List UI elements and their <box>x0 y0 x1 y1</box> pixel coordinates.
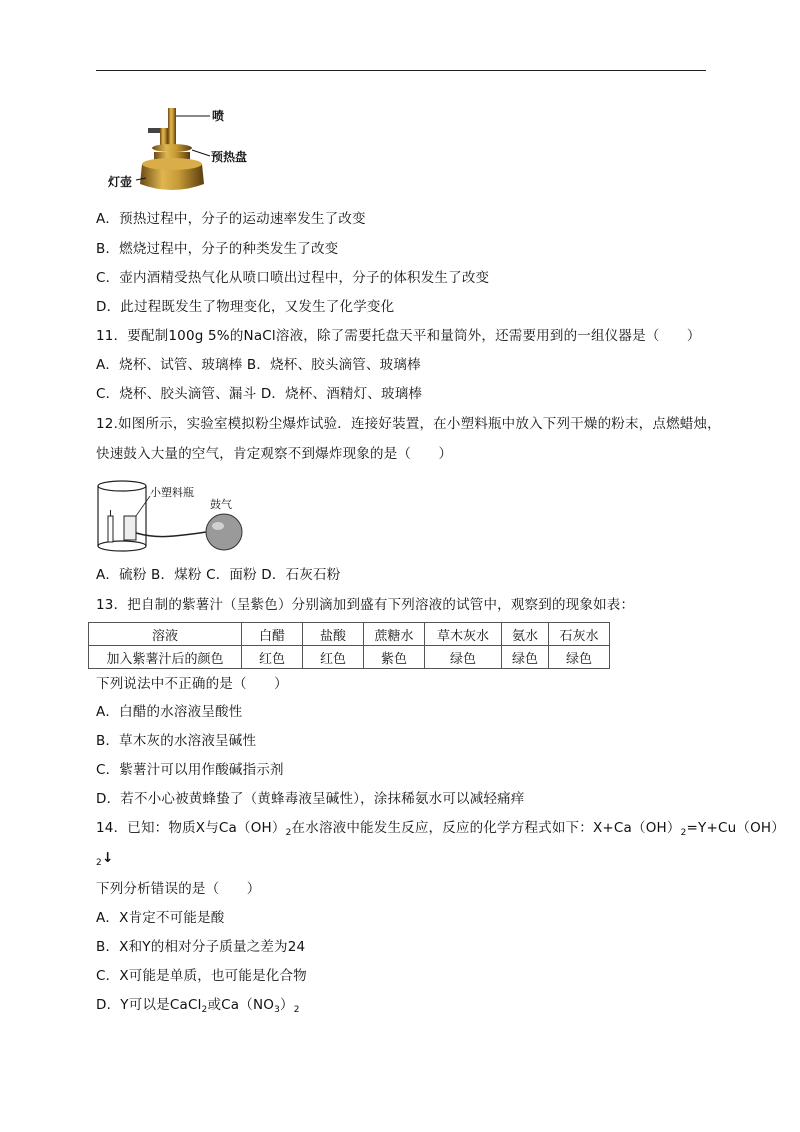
q11-options-ab: A．烧杯、试管、玻璃棒 B．烧杯、胶头滴管、玻璃棒 <box>96 357 421 373</box>
q13-stem: 13．把自制的紫薯汁（呈紫色）分别滴加到盛有下列溶液的试管中，观察到的现象如表： <box>96 597 635 613</box>
table-cell: 紫色 <box>364 646 425 669</box>
pot-label: 灯壶 <box>108 175 133 189</box>
q12-stem-line1: 12.如图所示，实验室模拟粉尘爆炸试验．连接好装置，在小塑料瓶中放入下列干燥的粉末，点燃蜡烛， <box>96 416 721 432</box>
table-cell: 盐酸 <box>303 623 364 646</box>
q12-options: A．硫粉 B．煤粉 C．面粉 D．石灰石粉 <box>96 567 341 583</box>
preheat-plate <box>152 144 192 152</box>
q13-option-d: D．若不小心被黄蜂蛰了（黄蜂毒液呈碱性），涂抹稀氨水可以减轻痛痒 <box>96 791 525 807</box>
air-bulb <box>206 514 242 550</box>
table-cell: 绿色 <box>425 646 502 669</box>
table-cell: 石灰水 <box>549 623 610 646</box>
candle <box>108 516 113 542</box>
table-cell: 草木灰水 <box>425 623 502 646</box>
table-cell: 绿色 <box>502 646 549 669</box>
header-rule <box>96 70 706 71</box>
table-row <box>89 646 610 669</box>
table-cell: 溶液 <box>89 623 242 646</box>
table-row <box>89 623 610 646</box>
table-cell: 红色 <box>303 646 364 669</box>
nozzle-tube <box>168 108 176 146</box>
bottle-label: 小塑料瓶 <box>150 486 194 499</box>
nozzle-label: 喷 <box>212 109 225 123</box>
q13-option-c: C．紫薯汁可以用作酸碱指示剂 <box>96 762 284 778</box>
table-cell: 绿色 <box>549 646 610 669</box>
q14-option-d: D．Y可以是CaCl$_2$或$Ca(NO_3)_2$ <box>96 997 300 1015</box>
q13-option-a: A．白醋的水溶液呈酸性 <box>96 704 243 720</box>
q11-stem: 11．要配制100g 5%的NaCl溶液，除了需要托盘天平和量筒外，还需要用到的一组仪器是（ ） <box>96 328 701 344</box>
q10-option-b: B．燃烧过程中，分子的种类发生了改变 <box>96 241 339 257</box>
table-cell: 氨水 <box>502 623 549 646</box>
preheat-label: 预热盘 <box>211 150 248 164</box>
q14-option-c: C．X可能是单质，也可能是化合物 <box>96 968 307 984</box>
table-cell: 红色 <box>242 646 303 669</box>
color-result-table <box>88 622 610 669</box>
q14-option-b: B．X和Y的相对分子质量之差为24 <box>96 939 306 955</box>
q14-option-a: A．X肯定不可能是酸 <box>96 910 225 926</box>
blow-label: 鼓气 <box>210 498 232 511</box>
q14-stem: 14．已知：物质X与$Ca(OH)_2$在水溶液中能发生反应，反应的化学方程式如下：$X+Ca(OH)_2=Y+Cu(OH)$ <box>96 820 785 838</box>
table-cell: 白醋 <box>242 623 303 646</box>
q13-option-b: B．草木灰的水溶液呈碱性 <box>96 733 257 749</box>
small-plastic-bottle <box>124 516 136 540</box>
q13-question: 下列说法中不正确的是（ ） <box>96 676 288 692</box>
table-cell: 蔗糖水 <box>364 623 425 646</box>
q11-options-cd: C．烧杯、胶头滴管、漏斗 D．烧杯、酒精灯、玻璃棒 <box>96 386 423 402</box>
q10-option-c: C．壶内酒精受热气化从喷口喷出过程中，分子的体积发生了改变 <box>96 270 490 286</box>
q12-stem-line2: 快速鼓入大量的空气，肯定观察不到爆炸现象的是（ ） <box>96 446 453 462</box>
q14-stem-continuation: $_2$↓ <box>96 850 114 868</box>
alcohol-lamp-figure <box>108 106 268 196</box>
q10-option-a: A．预热过程中，分子的运动速率发生了改变 <box>96 211 366 227</box>
down-arrow-icon: ↓ <box>101 850 114 866</box>
q10-option-d: D．此过程既发生了物理变化，又发生了化学变化 <box>96 299 395 315</box>
q14-question: 下列分析错误的是（ ） <box>96 881 261 897</box>
table-cell: 加入紫薯汁后的颜色 <box>89 646 242 669</box>
valve-handle <box>148 128 160 133</box>
dust-explosion-figure <box>94 478 254 553</box>
